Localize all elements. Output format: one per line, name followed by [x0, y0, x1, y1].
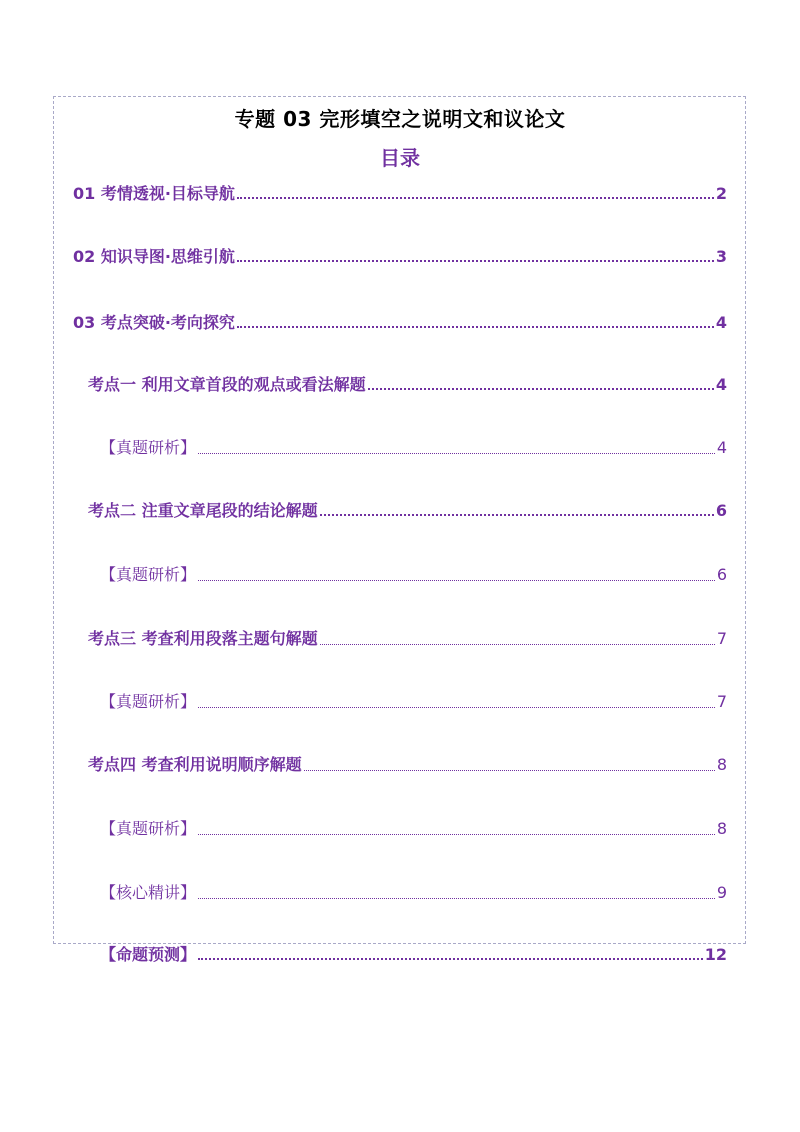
toc-entry[interactable] [88, 498, 727, 521]
toc-entry-page: 6 [716, 565, 727, 584]
toc-entry[interactable] [73, 244, 727, 267]
toc-entry[interactable] [88, 626, 727, 649]
toc-heading: 目录 [380, 146, 420, 170]
toc-entry-page: 3 [715, 247, 727, 266]
toc-entry-page: 7 [716, 629, 727, 648]
toc-leader-dots [198, 580, 715, 581]
toc-entry[interactable] [73, 310, 727, 333]
toc-entry-label: 01 考情透视·目标导航 [73, 184, 235, 203]
toc-leader-dots [198, 958, 703, 960]
toc-entry[interactable] [100, 880, 727, 903]
toc-entry-page: 2 [715, 184, 727, 203]
toc-leader-dots [198, 707, 715, 708]
toc-entry-label: 【命题预测】 [100, 945, 197, 964]
toc-leader-dots [320, 644, 715, 645]
toc-entry-page: 9 [716, 883, 727, 902]
page-title: 专题 03 完形填空之说明文和议论文 [234, 107, 566, 131]
toc-entry[interactable] [100, 562, 727, 585]
toc-leader-dots [237, 260, 714, 262]
toc-entry-label: 【真题研析】 [100, 438, 197, 457]
toc-entry-page: 4 [715, 313, 727, 332]
toc-entry[interactable] [100, 689, 727, 712]
toc-entry[interactable] [88, 752, 727, 775]
toc-entry-label: 【真题研析】 [100, 819, 197, 838]
toc-entry[interactable] [73, 181, 727, 204]
toc-entry-page: 4 [715, 375, 727, 394]
toc-entry-page: 8 [716, 755, 727, 774]
toc-entry-page: 7 [716, 692, 727, 711]
toc-entry-page: 6 [715, 501, 727, 520]
toc-entry-label: 【真题研析】 [100, 565, 197, 584]
toc-entry[interactable] [100, 942, 727, 965]
toc-entry-page: 12 [704, 945, 727, 964]
toc-entry-label: 02 知识导图·思维引航 [73, 247, 235, 266]
toc-leader-dots [368, 388, 714, 390]
toc-entry-label: 03 考点突破·考向探究 [73, 313, 235, 332]
toc-entry-label: 【真题研析】 [100, 692, 197, 711]
toc-leader-dots [198, 453, 715, 454]
toc-entry-page: 8 [716, 819, 727, 838]
toc-entry-page: 4 [716, 438, 727, 457]
toc-entry-label: 考点一 利用文章首段的观点或看法解题 [88, 375, 366, 394]
toc-leader-dots [237, 326, 714, 328]
toc-leader-dots [198, 834, 715, 835]
toc-leader-dots [237, 197, 714, 199]
toc-leader-dots [198, 898, 715, 899]
toc-leader-dots [304, 770, 715, 771]
toc-entry[interactable] [100, 816, 727, 839]
toc-entry-label: 考点三 考查利用段落主题句解题 [88, 629, 318, 648]
toc-entry[interactable] [88, 372, 727, 395]
toc-entry-label: 考点二 注重文章尾段的结论解题 [88, 501, 318, 520]
toc-leader-dots [320, 514, 714, 516]
toc-entry-label: 【核心精讲】 [100, 883, 197, 902]
toc-entry[interactable] [100, 435, 727, 458]
toc-entry-label: 考点四 考查利用说明顺序解题 [88, 755, 302, 774]
